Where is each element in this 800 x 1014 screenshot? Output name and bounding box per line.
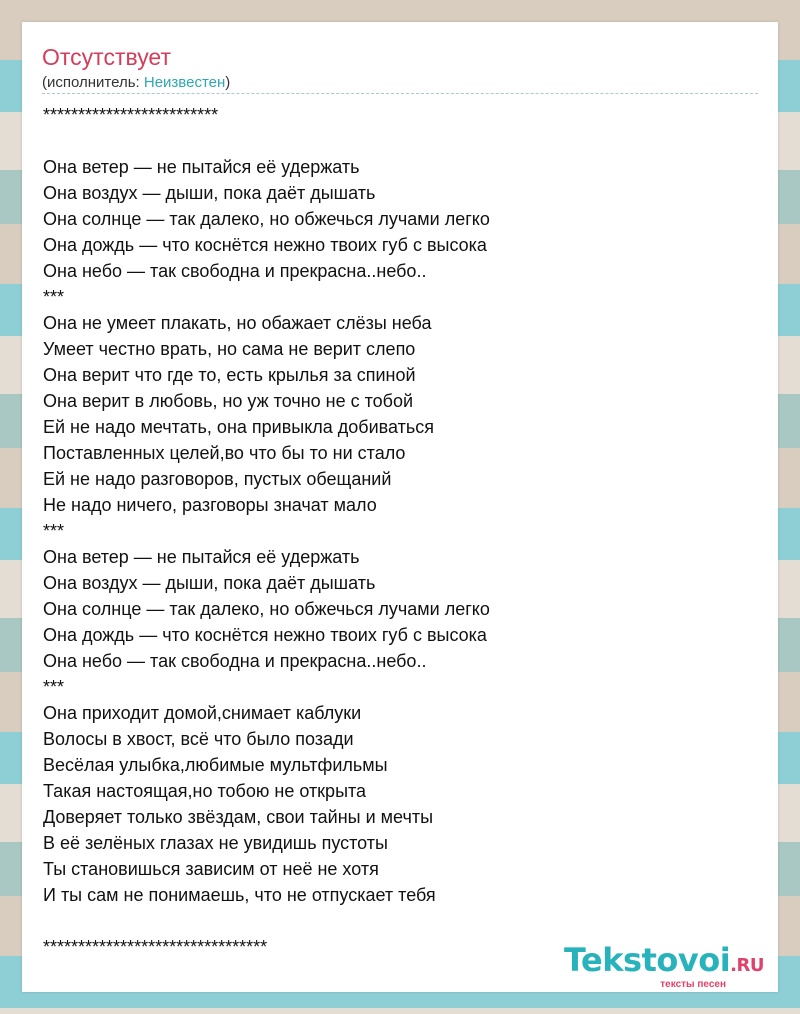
- lyric-line: Весёлая улыбка,любимые мультфильмы: [43, 755, 388, 775]
- lyric-line: В её зелёных глазах не увидишь пустоты: [43, 833, 388, 853]
- song-title: Отсутствует: [42, 44, 171, 70]
- lyric-line: Она не умеет плакать, но обажает слёзы неба: [43, 313, 432, 333]
- lyric-line: Она воздух — дыши, пока даёт дышать: [43, 183, 376, 203]
- lyric-line: И ты сам не понимаешь, что не отпускает тебя: [43, 885, 436, 905]
- lyric-blank-line: [43, 128, 758, 154]
- lyric-line: Такая настоящая,но тобою не открыта: [43, 781, 367, 801]
- lyric-line: Она солнце — так далеко, но обжечься лучами легко: [43, 599, 490, 619]
- lyric-line: Ей не надо мечтать, она привыкла добиваться: [43, 417, 435, 437]
- site-logo[interactable]: [564, 943, 764, 990]
- logo-name: Tekstovoi: [563, 941, 731, 979]
- lyric-line: Ты становишься зависим от неё не хотя: [43, 859, 379, 879]
- lyric-line: Умеет честно врать, но сама не верит слепо: [43, 339, 416, 359]
- lyrics-text: [43, 102, 758, 960]
- lyrics-card: [22, 22, 778, 992]
- lyric-line: Она приходит домой,снимает каблуки: [43, 703, 362, 723]
- lyric-blank-line: [43, 908, 758, 934]
- lyric-line: Она ветер — не пытайся её удержать: [43, 157, 360, 177]
- lyric-line: Она дождь — что коснётся нежно твоих губ с высока: [43, 625, 487, 645]
- lyric-line: Она небо — так свободна и прекрасна..небо..: [43, 651, 427, 671]
- logo-tld: .RU: [730, 955, 764, 976]
- lyric-line: Она солнце — так далеко, но обжечься лучами легко: [43, 209, 490, 229]
- lyric-line: Она воздух — дыши, пока даёт дышать: [43, 573, 376, 593]
- artist-prefix: (исполнитель:: [42, 74, 144, 91]
- lyric-line: Ей не надо разговоров, пустых обещаний: [43, 469, 392, 489]
- lyric-line: Она небо — так свободна и прекрасна..небо..: [43, 261, 427, 281]
- lyric-line: ***: [43, 521, 65, 541]
- lyric-line: ********************************: [43, 937, 268, 957]
- lyric-line: ***: [43, 287, 65, 307]
- lyric-line: Не надо ничего, разговоры значат мало: [43, 495, 377, 515]
- logo-tagline: тексты песен: [660, 979, 726, 990]
- lyric-line: Волосы в хвост, всё что было позади: [43, 729, 354, 749]
- lyric-line: Она ветер — не пытайся её удержать: [43, 547, 360, 567]
- lyric-line: ***: [43, 677, 65, 697]
- title-divider: [42, 93, 758, 94]
- lyric-line: Она дождь — что коснётся нежно твоих губ с высока: [43, 235, 487, 255]
- lyric-line: Доверяет только звёздам, свои тайны и мечты: [43, 807, 434, 827]
- lyric-line: Она верит в любовь, но уж точно не с тобой: [43, 391, 414, 411]
- artist-suffix: ): [225, 74, 231, 91]
- lyric-line: *************************: [43, 105, 219, 125]
- artist-line: [42, 74, 230, 92]
- artist-link[interactable]: Неизвестен: [143, 74, 226, 91]
- lyric-line: Она верит что где то, есть крылья за спиной: [43, 365, 416, 385]
- lyric-line: Поставленных целей,во что бы то ни стало: [43, 443, 406, 463]
